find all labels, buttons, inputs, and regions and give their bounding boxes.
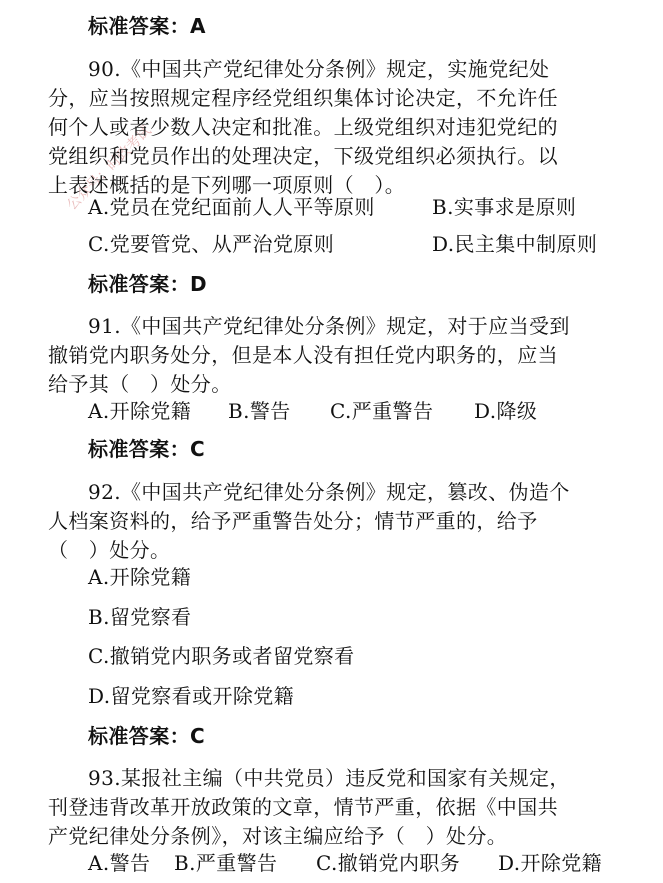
watermark-text: 公众号：时政考试 [64, 122, 155, 214]
q91-line-3: 给予其（ ）处分。 [48, 372, 232, 396]
q90-option-c: C.党要管党、从严治党原则 [88, 232, 335, 256]
q92-option-d: D.留党察看或开除党籍 [88, 684, 295, 708]
q92-line-1: 92.《中国共产党纪律处分条例》规定，篡改、伪造个 [88, 480, 570, 504]
q92-option-b: B.留党察看 [88, 605, 192, 629]
q93-line-1: 93.某报社主编（中共党员）违反党和国家有关规定， [88, 766, 570, 790]
q91-option-d: D.降级 [474, 399, 538, 423]
q91-option-a: A.开除党籍 [88, 399, 192, 423]
answer-89: 标准答案：A [88, 14, 206, 38]
q90-option-a: A.党员在党纪面前人人平等原则 [88, 195, 375, 219]
q92-line-2: 人档案资料的，给予严重警告处分；情节严重的，给予 [48, 509, 538, 533]
q91-line-1: 91.《中国共产党纪律处分条例》规定，对于应当受到 [88, 314, 570, 338]
q93-option-b: B.严重警告 [174, 851, 278, 875]
q91-line-2: 撤销党内职务处分，但是本人没有担任党内职务的，应当 [48, 343, 558, 367]
answer-92: 标准答案：C [88, 724, 206, 748]
q90-line-1: 90.《中国共产党纪律处分条例》规定，实施党纪处 [88, 57, 550, 81]
q90-line-3: 何个人或者少数人决定和批准。上级党组织对违犯党纪的 [48, 115, 558, 139]
q93-option-c: C.撤销党内职务 [316, 851, 461, 875]
answer-91: 标准答案：C [88, 437, 206, 461]
q92-option-c: C.撤销党内职务或者留党察看 [88, 644, 355, 668]
q90-line-2: 分，应当按照规定程序经党组织集体讨论决定，不允许任 [48, 86, 558, 110]
q90-option-b: B.实事求是原则 [432, 195, 577, 219]
q91-option-b: B.警告 [228, 399, 291, 423]
q92-line-3: （ ）处分。 [48, 538, 171, 562]
q90-option-d: D.民主集中制原则 [432, 232, 598, 256]
q90-line-4: 党组织和党员作出的处理决定，下级党组织必须执行。以 [48, 144, 558, 168]
q93-line-3: 产党纪律处分条例》，对该主编应给予（ ）处分。 [48, 824, 508, 848]
q93-line-2: 刊登违背改革开放政策的文章，情节严重，依据《中国共 [48, 795, 558, 819]
q93-option-d: D.开除党籍 [498, 851, 603, 875]
q92-option-a: A.开除党籍 [88, 565, 192, 589]
q93-option-a: A.警告 [88, 851, 151, 875]
q91-option-c: C.严重警告 [330, 399, 434, 423]
q90-line-5: 上表述概括的是下列哪一项原则（ ）。 [48, 173, 406, 197]
answer-90: 标准答案：D [88, 272, 208, 296]
